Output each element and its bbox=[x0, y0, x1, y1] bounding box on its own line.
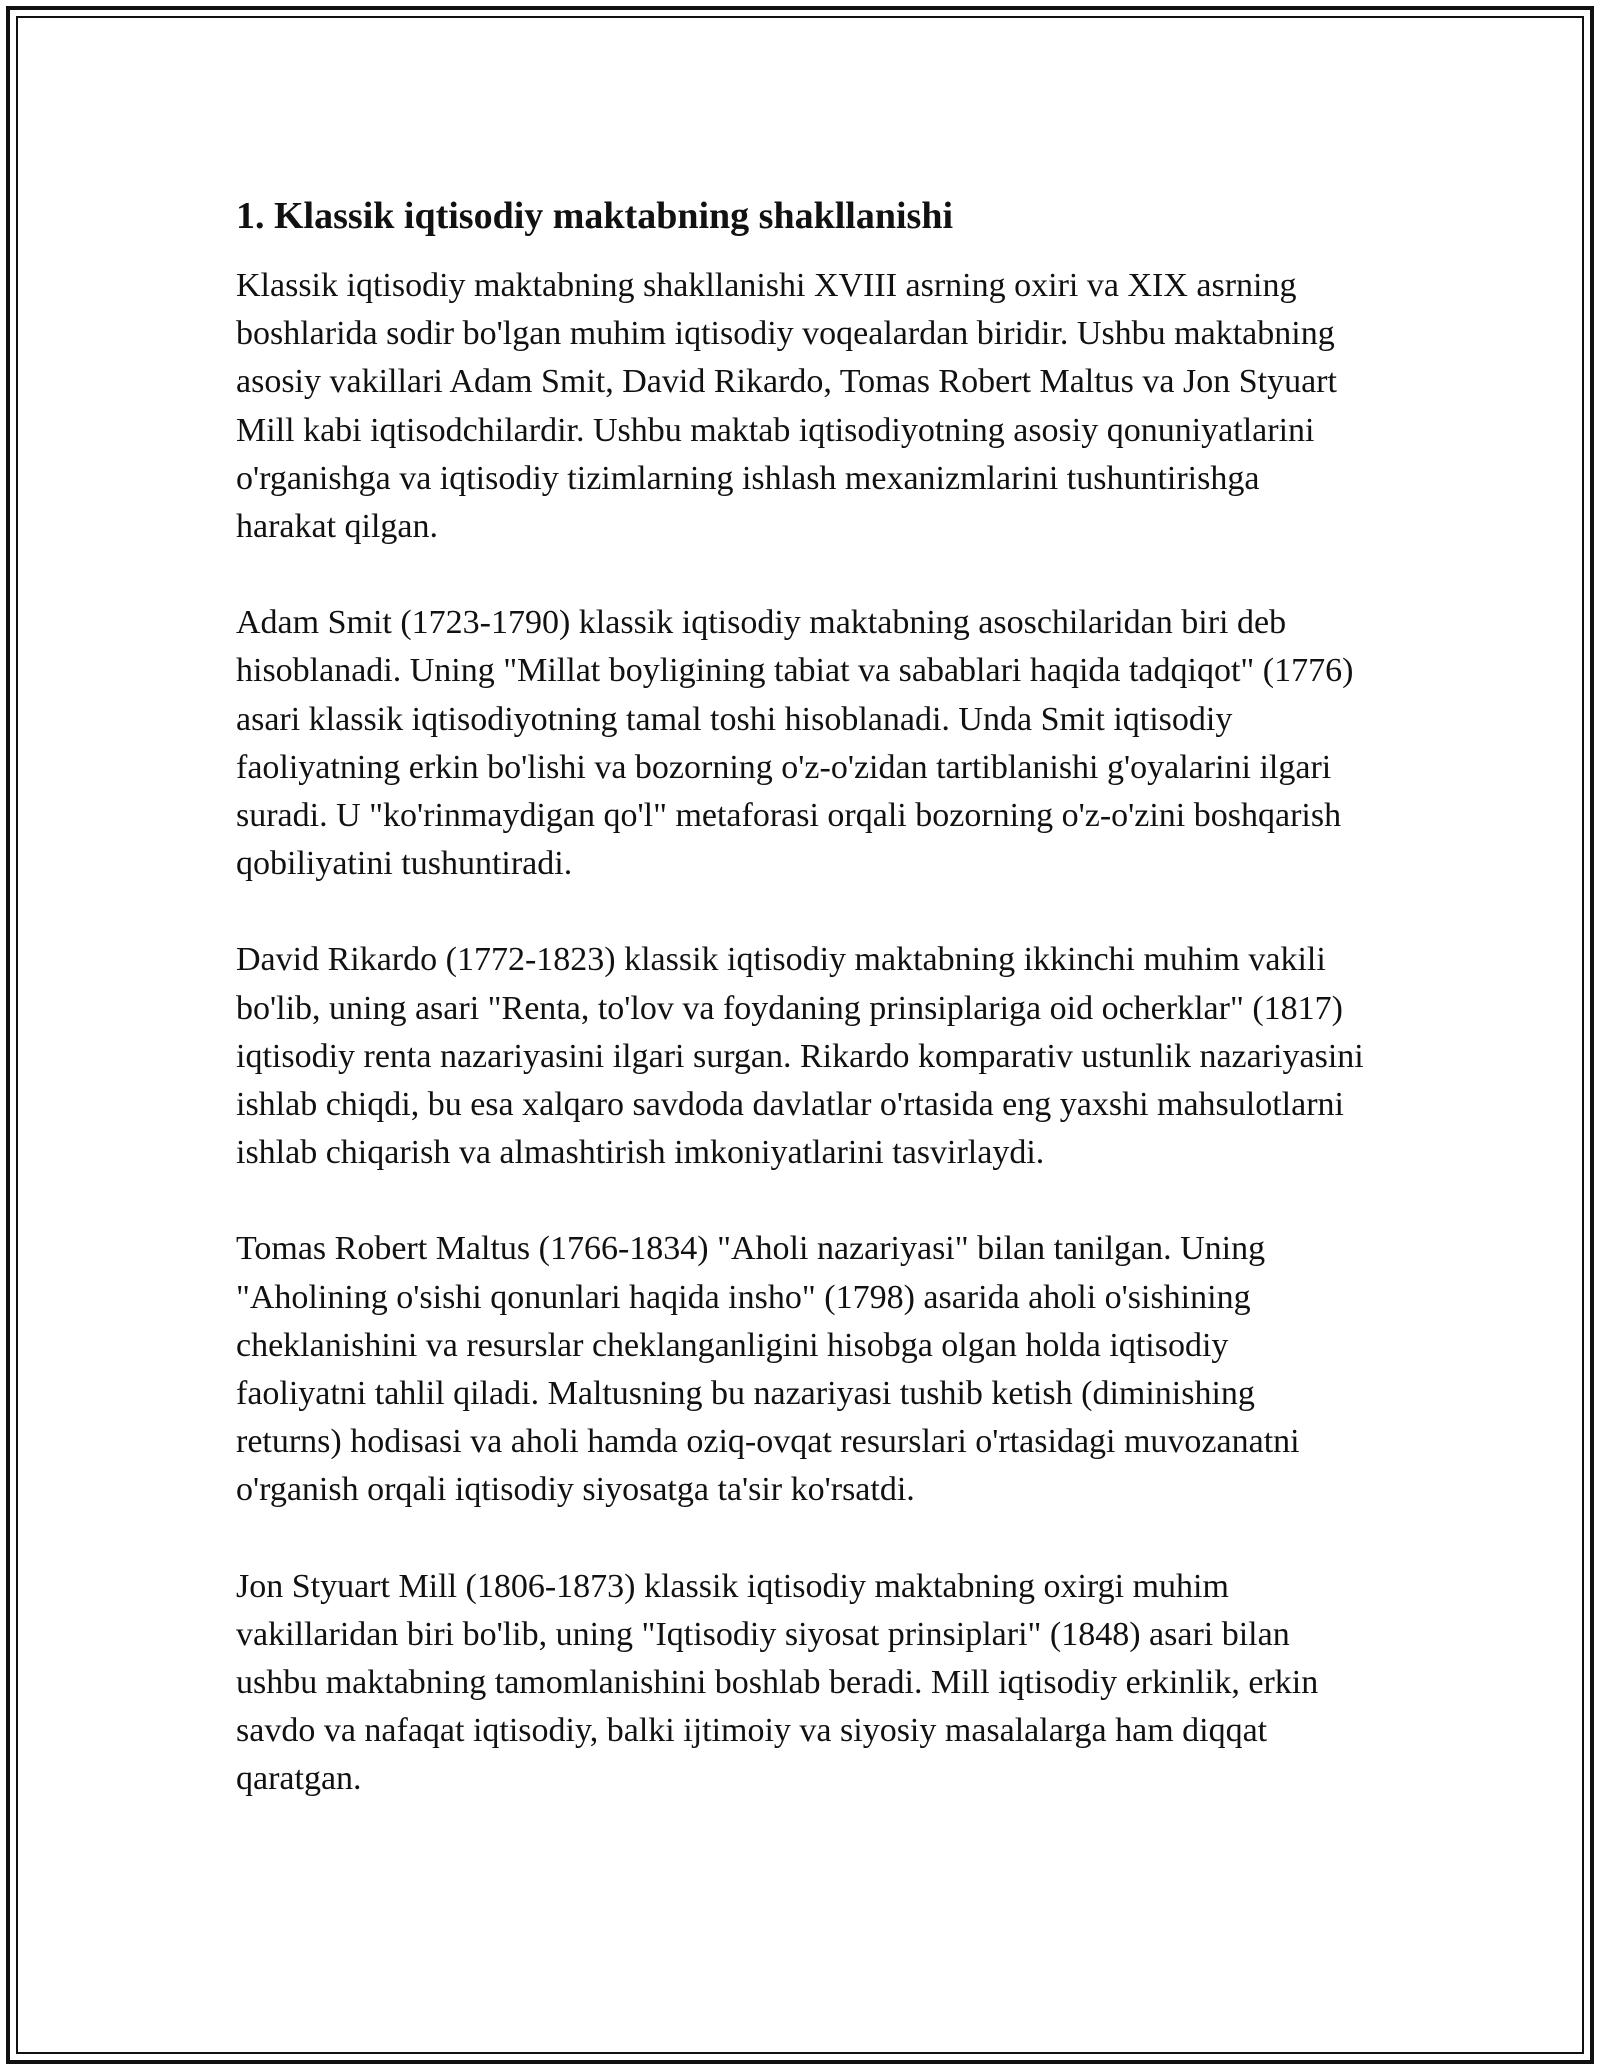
section-heading: 1. Klassik iqtisodiy maktabning shakllanishi bbox=[236, 195, 954, 237]
paragraph-intro: Klassik iqtisodiy maktabning shakllanishi XVIII asrning oxiri va XIX asrning boshlarida sodir bo'lgan muhim iqtisodiy voqealardan biridir. Ushbu maktabning asosiy vakillari Adam Smit, David Rikardo, Tomas Robert Maltus va Jon Styuart Mill kabi iqtisodchilardir. Ushbu maktab iqtisodiyotning asosiy qonuniyatlarini o'rganishga va iqtisodiy tizimlarning ishlash mexanizmlarini tushuntirishga harakat qilgan. bbox=[236, 267, 1337, 546]
paragraph-tomas-maltus: Tomas Robert Maltus (1766-1834) "Aholi nazariyasi" bilan tanilgan. Uning "Aholining o'sishi qonunlari haqida insho" (1798) asarida aholi o'sishining cheklanishini va resurslar cheklanganligini hisobga olgan holda iqtisodiy faoliyatni tahlil qiladi. Maltusning bu nazariyasi tushib ketish (diminishing returns) hodisasi va aholi hamda oziq-ovqat resurslari o'rtasidagi muvozanatni o'rganish orqali iqtisodiy siyosatga ta'sir ko'rsatdi. bbox=[236, 1230, 1300, 1509]
paragraph-jon-mill: Jon Styuart Mill (1806-1873) klassik iqtisodiy maktabning oxirgi muhim vakillaridan biri bo'lib, uning "Iqtisodiy siyosat prinsiplari" (1848) asari bilan ushbu maktabning tamomlanishini boshlab beradi. Mill iqtisodiy erkinlik, erkin savdo va nafaqat iqtisodiy, balki ijtimoiy va siyosiy masalalarga ham diqqat qaratgan. bbox=[236, 1567, 1319, 1798]
document-body bbox=[236, 190, 1366, 1852]
paragraph-adam-smit: Adam Smit (1723-1790) klassik iqtisodiy maktabning asoschilaridan biri deb hisoblanadi. Uning "Millat boyligining tabiat va sabablari haqida tadqiqot" (1776) asari klassik iqtisodiyotning tamal toshi hisoblanadi. Unda Smit iqtisodiy faoliyatning erkin bo'lishi va bozorning o'z-o'zidan tartiblanishi g'oyalarini ilgari suradi. U "ko'rinmaydigan qo'l" metaforasi orqali bozorning o'z-o'zini boshqarish qobiliyatini tushuntiradi. bbox=[236, 604, 1354, 883]
paragraph-david-rikardo: David Rikardo (1772-1823) klassik iqtisodiy maktabning ikkinchi muhim vakili bo'lib, uning asari "Renta, to'lov va foydaning prinsiplariga oid ocherklar" (1817) iqtisodiy renta nazariyasini ilgari surgan. Rikardo komparativ ustunlik nazariyasini ishlab chiqdi, bu esa xalqaro savdoda davlatlar o'rtasida eng yaxshi mahsulotlarni ishlab chiqarish va almashtirish imkoniyatlarini tasvirlaydi. bbox=[236, 941, 1364, 1172]
